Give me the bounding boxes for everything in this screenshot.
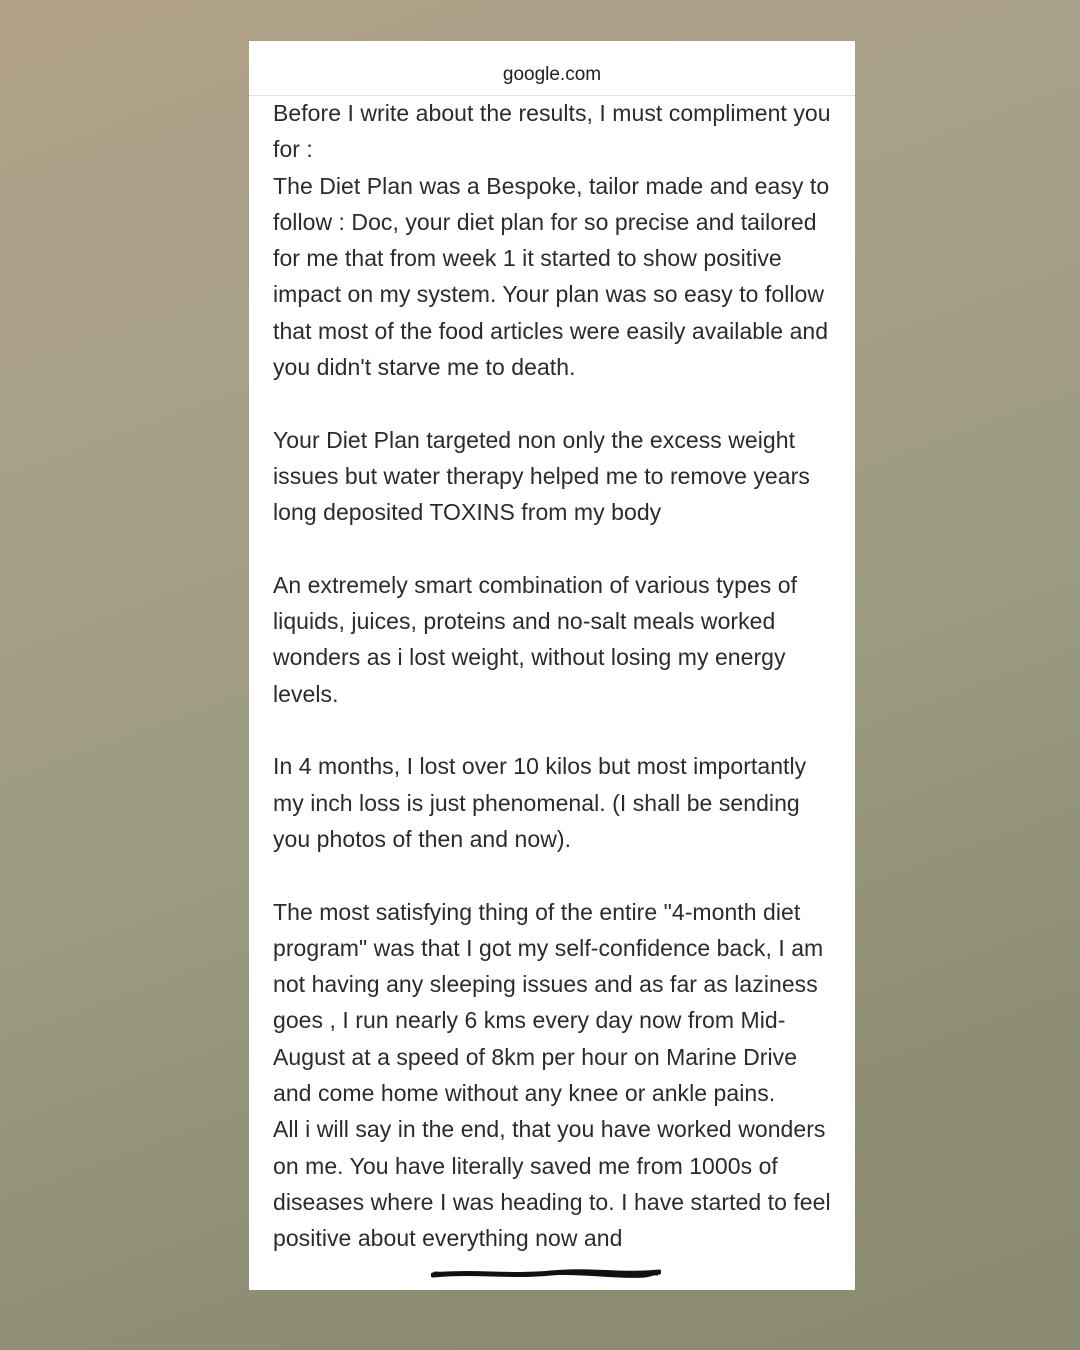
paragraph-results: In 4 months, I lost over 10 kilos but most importantly my inch loss is just phenomenal. (I shall be sending you photos of then and now).	[273, 753, 807, 852]
closing-text-end: hing now and	[485, 1225, 623, 1252]
paragraph-diet-plan: The Diet Plan was a Bespoke, tailor made and easy to follow : Doc, your diet plan for so precise and tailored for me that from week 1 it started to show positive impact on my system. Your plan was so easy to follow that most of the food articles were easily available and you didn't starve me to death.	[273, 172, 830, 381]
paragraph-satisfaction: The most satisfying thing of the entire "4-month diet program" was that I got my self-confidence back, I am not having any sleeping issues and as far as laziness goes , I run nearly 6 kms every day now from Mid-August at a speed of 8km per hour on Marine Drive and come home without any knee or ankle pains.	[273, 898, 824, 1107]
scribbled-text: ositive about everyt	[285, 1225, 486, 1252]
closing-text-start: All i will say in the end, that you have worked wonders on me. You have literally saved me from 1000s of diseases where I was heading to. I have started to feel p	[273, 1116, 831, 1252]
paragraph-closing	[273, 1111, 833, 1256]
paragraph-intro: Before I write about the results, I must compliment you for :	[273, 100, 831, 163]
url-text: google.com	[502, 64, 602, 85]
browser-url-bar[interactable]	[249, 41, 855, 96]
scribble-redaction	[431, 1268, 661, 1280]
screenshot-frame	[249, 41, 855, 1290]
paragraph-toxins: Your Diet Plan targeted non only the excess weight issues but water therapy helped me to remove years long deposited TOXINS from my body	[273, 426, 810, 526]
paragraph-combination: An extremely smart combination of various types of liquids, juices, proteins and no-salt meals worked wonders as i lost weight, without losing my energy levels.	[273, 571, 798, 707]
letter-body	[249, 95, 855, 1257]
